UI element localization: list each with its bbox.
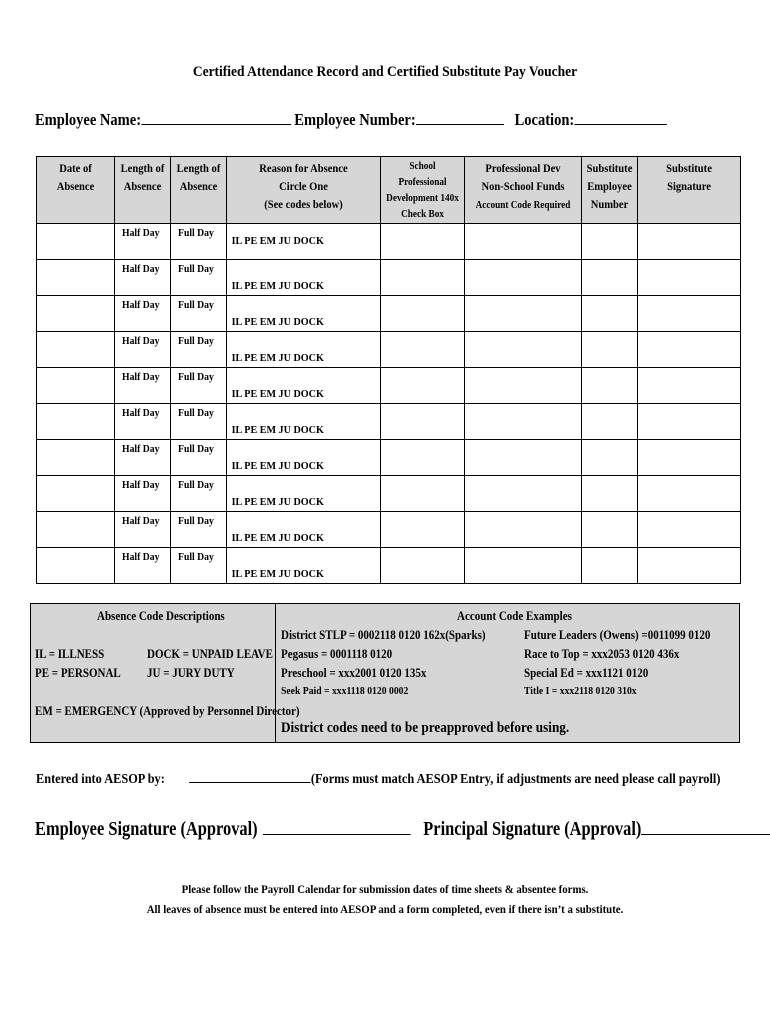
sub-number-cell[interactable] (582, 404, 638, 440)
account-code-item: Special Ed = xxx1121 0120 (524, 666, 649, 680)
account-code-item: District STLP = 0002118 0120 162x(Sparks) (281, 628, 486, 642)
code-ju: JU = JURY DUTY (147, 666, 235, 680)
school-pd-checkbox-cell[interactable] (381, 296, 465, 332)
signature-line (35, 816, 770, 841)
table-row (37, 296, 741, 332)
code-em: EM = EMERGENCY (Approved by Personnel Director) (35, 704, 300, 718)
col-sub-signature-header: Substitute Signature (638, 157, 741, 224)
account-code-item: Pegasus = 0001118 0120 (281, 647, 393, 661)
full-day-cell[interactable]: Full Day (171, 476, 227, 512)
table-header-row (37, 157, 741, 224)
date-cell[interactable] (37, 296, 115, 332)
school-pd-checkbox-cell[interactable] (381, 224, 465, 260)
sub-number-cell[interactable] (582, 476, 638, 512)
reason-codes-cell[interactable]: IL PE EM JU DOCK (227, 476, 381, 512)
reason-codes-cell[interactable]: IL PE EM JU DOCK (227, 440, 381, 476)
account-code-item: Preschool = xxx2001 0120 135x (281, 666, 427, 680)
date-cell[interactable] (37, 476, 115, 512)
full-day-cell[interactable]: Full Day (171, 548, 227, 584)
date-cell[interactable] (37, 260, 115, 296)
aesop-label: Entered into AESOP by: (36, 772, 165, 787)
table-row (37, 476, 741, 512)
school-pd-checkbox-cell[interactable] (381, 440, 465, 476)
account-code-cell[interactable] (465, 296, 582, 332)
account-code-item: Title I = xxx2118 0120 310x (524, 685, 637, 697)
account-code-cell[interactable] (465, 224, 582, 260)
absence-codes-title: Absence Code Descriptions (97, 609, 225, 623)
col-sub-number-header: Substitute Employee Number (582, 157, 638, 224)
sub-number-cell[interactable] (582, 224, 638, 260)
school-pd-checkbox-cell[interactable] (381, 512, 465, 548)
attendance-table (36, 156, 741, 584)
sub-number-cell[interactable] (582, 296, 638, 332)
account-code-item: Future Leaders (Owens) =0011099 0120 (524, 628, 711, 642)
aesop-note: (Forms must match AESOP Entry, if adjustments are need please call payroll) (310, 772, 721, 787)
account-code-cell[interactable] (465, 404, 582, 440)
date-cell[interactable] (37, 440, 115, 476)
account-code-cell[interactable] (465, 332, 582, 368)
sub-signature-cell[interactable] (638, 332, 741, 368)
sub-number-cell[interactable] (582, 512, 638, 548)
half-day-cell[interactable]: Half Day (115, 404, 171, 440)
table-row (37, 512, 741, 548)
full-day-cell[interactable]: Full Day (171, 440, 227, 476)
account-code-cell[interactable] (465, 512, 582, 548)
full-day-cell[interactable]: Full Day (171, 260, 227, 296)
sub-signature-cell[interactable] (638, 512, 741, 548)
half-day-cell[interactable]: Half Day (115, 440, 171, 476)
sub-signature-cell[interactable] (638, 404, 741, 440)
col-school-pd-header: School Professional Development 140x Check Box (381, 157, 465, 224)
location-label: Location: (514, 110, 575, 129)
aesop-line (36, 768, 720, 788)
sub-number-cell[interactable] (582, 368, 638, 404)
account-code-item: Seek Paid = xxx1118 0120 0002 (281, 685, 409, 697)
date-cell[interactable] (37, 332, 115, 368)
date-cell[interactable] (37, 224, 115, 260)
principal-signature-field[interactable] (641, 816, 770, 835)
school-pd-checkbox-cell[interactable] (381, 368, 465, 404)
account-code-cell[interactable] (465, 476, 582, 512)
half-day-cell[interactable]: Half Day (115, 224, 171, 260)
school-pd-checkbox-cell[interactable] (381, 332, 465, 368)
sub-signature-cell[interactable] (638, 296, 741, 332)
half-day-cell[interactable]: Half Day (115, 296, 171, 332)
employee-number-field[interactable] (416, 110, 504, 125)
col-length-header: Length of Absence (115, 157, 171, 224)
table-row (37, 224, 741, 260)
col-reason-header: Reason for Absence Circle One (See codes below) (227, 157, 381, 224)
table-row (37, 404, 741, 440)
sub-number-cell[interactable] (582, 548, 638, 584)
account-code-item: Race to Top = xxx2053 0120 436x (524, 647, 680, 661)
code-il: IL = ILLNESS (35, 647, 105, 661)
district-codes-note: District codes need to be preapproved before using. (281, 720, 570, 736)
reason-codes-cell[interactable]: IL PE EM JU DOCK (227, 548, 381, 584)
half-day-cell[interactable]: Half Day (115, 260, 171, 296)
reason-codes-cell[interactable]: IL PE EM JU DOCK (227, 368, 381, 404)
table-row (37, 368, 741, 404)
school-pd-checkbox-cell[interactable] (381, 404, 465, 440)
account-code-cell[interactable] (465, 440, 582, 476)
account-code-cell[interactable] (465, 368, 582, 404)
form-title: Certified Attendance Record and Certified Substitute Pay Voucher (192, 64, 578, 80)
employee-name-label: Employee Name: (35, 110, 142, 129)
school-pd-checkbox-cell[interactable] (381, 260, 465, 296)
employee-signature-label: Employee Signature (Approval) (35, 818, 258, 840)
header-fields (35, 110, 667, 130)
aesop-entered-by-field[interactable] (189, 768, 310, 783)
col-date-header: Date of Absence (37, 157, 115, 224)
full-day-cell[interactable]: Full Day (171, 368, 227, 404)
code-pe: PE = PERSONAL (35, 666, 121, 680)
full-day-cell[interactable]: Full Day (171, 332, 227, 368)
employee-signature-field[interactable] (263, 816, 411, 835)
date-cell[interactable] (37, 404, 115, 440)
date-cell[interactable] (37, 512, 115, 548)
half-day-cell[interactable]: Half Day (115, 476, 171, 512)
employee-name-field[interactable] (141, 110, 291, 125)
sub-number-cell[interactable] (582, 260, 638, 296)
table-row (37, 260, 741, 296)
date-cell[interactable] (37, 368, 115, 404)
account-codes-title: Account Code Examples (457, 609, 572, 623)
table-row (37, 440, 741, 476)
school-pd-checkbox-cell[interactable] (381, 476, 465, 512)
full-day-cell[interactable]: Full Day (171, 512, 227, 548)
sub-number-cell[interactable] (582, 440, 638, 476)
table-row (37, 332, 741, 368)
employee-number-label: Employee Number: (294, 110, 416, 129)
school-pd-checkbox-cell[interactable] (381, 548, 465, 584)
reason-codes-cell[interactable]: IL PE EM JU DOCK (227, 260, 381, 296)
sub-signature-cell[interactable] (638, 260, 741, 296)
reason-codes-cell[interactable]: IL PE EM JU DOCK (227, 404, 381, 440)
sub-signature-cell[interactable] (638, 548, 741, 584)
legend-divider (275, 604, 276, 742)
account-code-cell[interactable] (465, 548, 582, 584)
sub-signature-cell[interactable] (638, 368, 741, 404)
reason-codes-cell[interactable]: IL PE EM JU DOCK (227, 296, 381, 332)
table-row (37, 548, 741, 584)
half-day-cell[interactable]: Half Day (115, 548, 171, 584)
date-cell[interactable] (37, 548, 115, 584)
reason-codes-cell[interactable]: IL PE EM JU DOCK (227, 512, 381, 548)
half-day-cell[interactable]: Half Day (115, 368, 171, 404)
sub-number-cell[interactable] (582, 332, 638, 368)
location-field[interactable] (574, 110, 666, 125)
code-dock: DOCK = UNPAID LEAVE (147, 647, 273, 661)
full-day-cell[interactable]: Full Day (171, 296, 227, 332)
col-prof-dev-header: Professional Dev Non-School Funds Account Code Required (465, 157, 582, 224)
full-day-cell[interactable]: Full Day (171, 404, 227, 440)
full-day-cell[interactable]: Full Day (171, 224, 227, 260)
half-day-cell[interactable]: Half Day (115, 332, 171, 368)
principal-signature-label: Principal Signature (Approval) (423, 818, 642, 840)
reason-codes-cell[interactable]: IL PE EM JU DOCK (227, 332, 381, 368)
col-length-header-2: Length of Absence (171, 157, 227, 224)
footer-note-1: Please follow the Payroll Calendar for submission dates of time sheets & absentee forms. (181, 882, 589, 896)
code-legend-box (30, 603, 740, 743)
half-day-cell[interactable]: Half Day (115, 512, 171, 548)
reason-codes-cell[interactable]: IL PE EM JU DOCK (227, 224, 381, 260)
account-code-cell[interactable] (465, 260, 582, 296)
sub-signature-cell[interactable] (638, 224, 741, 260)
sub-signature-cell[interactable] (638, 476, 741, 512)
sub-signature-cell[interactable] (638, 440, 741, 476)
footer-note-2: All leaves of absence must be entered into AESOP and a form completed, even if there isn’t a substitute. (146, 902, 624, 916)
